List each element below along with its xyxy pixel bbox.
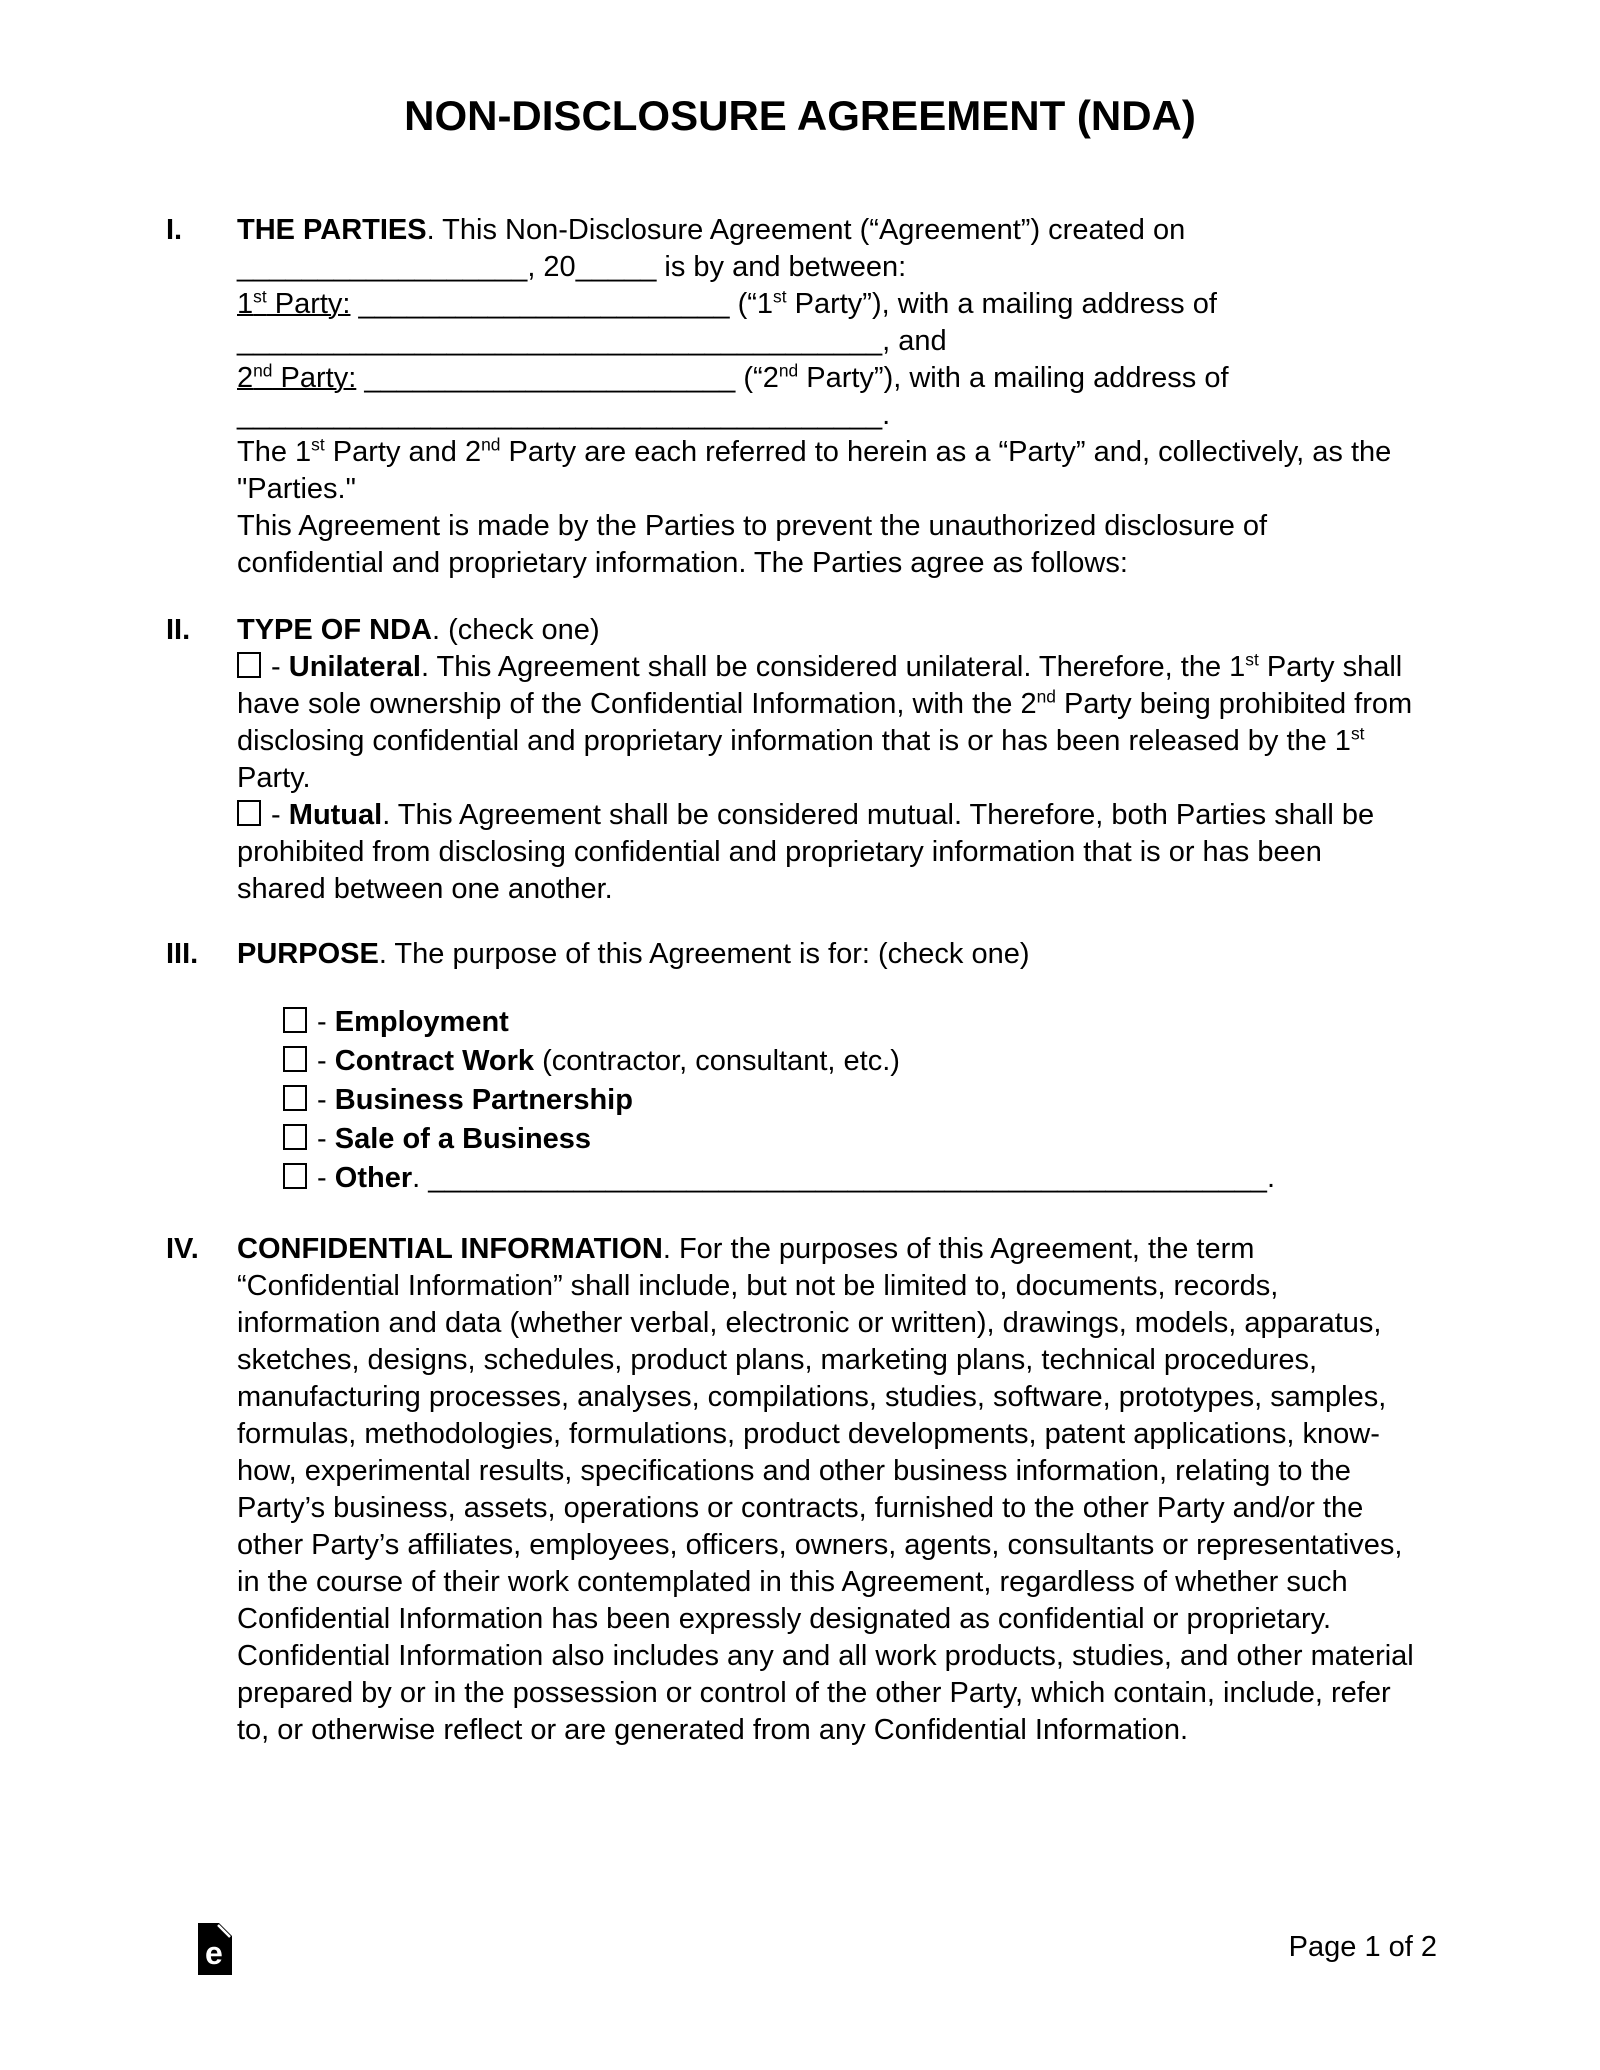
text-run: - (309, 1084, 335, 1116)
text-run: - (309, 1045, 335, 1077)
text-run: . This Agreement shall be considered unilateral. Therefore, the 1 (420, 651, 1246, 683)
text-run: , and (882, 325, 947, 357)
year-blank[interactable]: _____ (575, 251, 657, 283)
text-run: . This Agreement shall be considered mutual. Therefore, both Parties shall be prohibited from disclosing confidential and proprietary information that is or has been shared between one another. (237, 799, 1375, 905)
text-run: The 1 (237, 436, 312, 468)
unilateral-option-paragraph (237, 649, 1417, 797)
mutual-option-paragraph (237, 797, 1417, 908)
text-run: st (1350, 723, 1365, 744)
section-confidential-information (166, 1231, 1417, 1749)
section-number: III. (166, 938, 199, 970)
text-run: - (263, 799, 289, 831)
party1-paragraph (237, 286, 1417, 360)
text-run: Party and 2 (324, 436, 482, 468)
text-run: 1 (237, 288, 254, 320)
text-run: nd (778, 360, 799, 381)
text-run: . (check one) (431, 614, 600, 646)
text-run: (“2 (735, 362, 779, 394)
section-type-of-nda-heading (237, 612, 1417, 649)
text-run: st (253, 286, 267, 307)
section-type-of-nda (166, 612, 1417, 908)
purpose-option-contract-work (283, 1042, 1417, 1081)
text-run: Party shall have sole ownership of the Confidential Information, with the 2 (237, 651, 1403, 720)
text-run: - (263, 651, 289, 683)
text-run: - (309, 1162, 335, 1194)
text-run: . The purpose of this Agreement is for: (check one) (378, 938, 1030, 970)
unilateral-checkbox[interactable] (237, 652, 261, 678)
page-number-label: Page 1 of 2 (1288, 1931, 1437, 1963)
section-confidential-information-text (237, 1231, 1417, 1749)
text-run: Party”), with a mailing address of (798, 362, 1229, 394)
party2-paragraph (237, 360, 1417, 434)
document-title: NON-DISCLOSURE AGREEMENT (NDA) (404, 92, 1196, 139)
section-the-parties (166, 212, 1417, 582)
party2-label (237, 362, 356, 394)
text-run: nd (253, 360, 273, 381)
date-blank[interactable]: __________________ (237, 251, 528, 283)
text-run: Employment (334, 1006, 509, 1038)
purpose-options-list (283, 1003, 1417, 1198)
text-run: is by and between: (656, 251, 907, 283)
text-run: . (882, 399, 891, 431)
party2-address-blank[interactable]: ________________________________________ (237, 399, 883, 431)
text-run: nd (481, 434, 501, 455)
text-run: Mutual (288, 799, 383, 831)
employment-checkbox[interactable] (283, 1007, 307, 1033)
text-run: st (1245, 649, 1259, 670)
text-run: Party: (266, 288, 351, 320)
sale-of-business-checkbox[interactable] (283, 1124, 307, 1150)
text-run: nd (1036, 686, 1056, 707)
eforms-logo-icon (198, 1923, 232, 1975)
contract-work-checkbox[interactable] (283, 1046, 307, 1072)
party1-label (237, 288, 350, 320)
text-run (350, 288, 358, 320)
other-checkbox[interactable] (283, 1163, 307, 1189)
text-run: . For the purposes of this Agreement, the term “Confidential Information” shall include, but not be limited to, documents, records, information and data (whether verbal, electronic or written), drawings, models, apparatus, sketches, designs, schedules, product plans, marketing plans, technical procedures, manufacturing processes, analyses, compilations, studies, software, prototypes, samples, formulas, methodologies, formulations, product developments, patent applications, know-how, experimental results, specifications and other business information, relating to the Party’s business, assets, operations or contracts, furnished to the other Party and/or the other Party’s affiliates, employees, officers, owners, agents, consultants or representatives, in the course of their work contemplated in this Agreement, regardless of whether such Confidential Information has been expressly designated as confidential or proprietary. Confidential Information also includes any and all work products, studies, and other material prepared by or in the possession or control of the other Party, which contain, include, refer to, or otherwise reflect or are generated from any Confidential Information. (237, 1233, 1414, 1746)
text-run: CONFIDENTIAL INFORMATION (237, 1233, 663, 1265)
text-run: Contract Work (334, 1045, 535, 1077)
text-run: . This Non-Disclosure Agreement (“Agreement”) created on (426, 214, 1186, 246)
text-run: (“1 (729, 288, 774, 320)
section-number: II. (166, 614, 191, 646)
mutual-checkbox[interactable] (237, 800, 261, 826)
section-number: I. (166, 214, 183, 246)
text-run: Party being prohibited from disclosing confidential and proprietary information that is or has been released by the 1 (237, 688, 1413, 757)
text-run: . (1266, 1162, 1275, 1194)
section-body (237, 936, 1417, 1198)
party1-address-blank[interactable]: ________________________________________ (237, 325, 883, 357)
text-run: TYPE OF NDA (237, 614, 432, 646)
text-run: Unilateral (288, 651, 421, 683)
section-number: IV. (166, 1233, 199, 1265)
section-body (237, 212, 1417, 582)
document-content (166, 212, 1417, 1749)
text-run: Party. (237, 762, 311, 794)
text-run: Party”), with a mailing address of (786, 288, 1217, 320)
business-partnership-checkbox[interactable] (283, 1085, 307, 1111)
text-run: PURPOSE (237, 938, 379, 970)
party1-name-blank[interactable]: _______________________ (358, 288, 730, 320)
party2-name-blank[interactable]: _______________________ (364, 362, 736, 394)
parties-definition-paragraph (237, 434, 1417, 508)
section-body (237, 612, 1417, 908)
section-body (237, 1231, 1417, 1749)
text-run: THE PARTIES (237, 214, 427, 246)
text-run: (contractor, consultant, etc.) (534, 1045, 900, 1077)
text-run: . (412, 1162, 429, 1194)
text-run: Business Partnership (334, 1084, 633, 1116)
section-purpose-heading (237, 936, 1417, 973)
text-run: st (311, 434, 325, 455)
purpose-option-employment (283, 1003, 1417, 1042)
text-run: , 20 (527, 251, 576, 283)
text-run: - (309, 1006, 335, 1038)
purpose-option-business-partnership (283, 1081, 1417, 1120)
text-run: Party: (272, 362, 357, 394)
section-the-parties-heading (237, 212, 1417, 286)
text-run: 2 (237, 362, 254, 394)
section-purpose (166, 936, 1417, 1198)
text-run: Sale of a Business (334, 1123, 592, 1155)
purpose-option-other (283, 1159, 1417, 1198)
eforms-logo-letter: e (205, 1935, 223, 1971)
text-run: Party are each referred to herein as a “Party” and, collectively, as the "Parties." (237, 436, 1392, 505)
text-run: Other (334, 1162, 413, 1194)
text-run: This Agreement is made by the Parties to prevent the unauthorized disclosure of confidential and proprietary information. The Parties agree as follows: (237, 510, 1268, 579)
text-run: - (309, 1123, 335, 1155)
text-run: st (773, 286, 787, 307)
other-purpose-blank[interactable]: ____________________________________________________ (428, 1162, 1267, 1194)
agreement-intent-paragraph (237, 508, 1417, 582)
purpose-option-sale-of-business (283, 1120, 1417, 1159)
